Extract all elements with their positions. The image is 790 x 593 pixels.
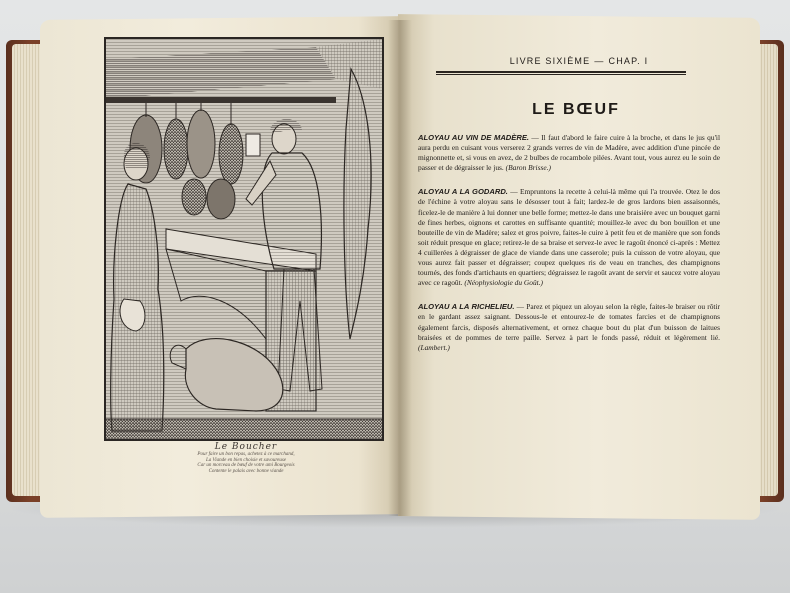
- caption-line: La Viande en bien choisie et savoureuse: [206, 457, 286, 463]
- right-page-text: [418, 56, 720, 353]
- head-rule: [436, 71, 686, 75]
- butcher-engraving: [104, 37, 384, 441]
- running-head-chapter: CHAP. I: [608, 56, 649, 66]
- caption-verse: [112, 452, 380, 474]
- recipe-body: — Il faut d'abord le faire cuire à la broche, et dans le jus qu'il aura perdu en cuisant vous verserez 2 grands verres de vin de Madère, avec addition d'une pincée de mignonnette et, si vous en avez, de 2 bulbes de rocambole pilées. Avant tout, vous aurez eu le soin de passer et de dégraisser le jus.: [418, 133, 721, 173]
- recipe-body: — Parez et piquez un aloyau selon la règle, faites-le braiser ou rôtir en le gardant assez saignant. Dessous-le et entourez-le de tomates farcies et de champignons également farcis, disposés alternativement, et ornez chaque bout du plat d'un buisson de laitues braisées et de pommes de terre paille. Servez à part le fonds passé, réduit et légèrement lié.: [418, 302, 720, 342]
- caption-line: Contente le palais avec bonne viande: [208, 468, 284, 474]
- caption-line: Car un morceau de bœuf de votre ami Bourgeois: [197, 463, 295, 468]
- recipe-paragraph: [418, 187, 720, 288]
- recipe-name: ALOYAU A LA GODARD.: [418, 187, 508, 197]
- recipe-paragraph: [418, 302, 720, 352]
- chapter-title: LE BŒUF: [532, 101, 620, 118]
- recipe-source: (Néophysiologie du Goût.): [464, 278, 544, 288]
- recipe-body: — Empruntons la recette à celui-là même qui l'a trouvée. Otez le dos de l'échine à votre aloyau sans le désosser tout à fait; lardez-le de gros lardons bien assaisonnés, ficelez-le de manière à lui donner une belle forme; mettez-le dans une braisière avec un bouquet garni de fines herbes, oignons et carottes en suffisante quantité; mouillez-le avec du bon bouillon et une bouteille de vin de Madère; salez et gros poivre, faites-le cuire à petit feu et de manière que son fonds soit réduit presque en glace; retirez-le de sa braise et servez-le avec le ragoût énoncé ci-après : Mettez 4 cuillerées à dégraisser de glace de viande dans une casserole; puis la cuisson de votre aloyau, que vous aurez fait passer et dégraisser; coupez quelques ris de veau en tranches, des champignons tournés, des fonds d'artichauts en quartiers; dégraissez le ragoût avant de servir et saucez votre aloyau avec ce ragoût.: [418, 187, 720, 288]
- engraving-caption: [112, 442, 380, 480]
- book-gutter: [388, 20, 412, 516]
- running-head-separator: —: [594, 56, 605, 66]
- caption-title: Le Boucher: [214, 442, 278, 452]
- recipe-paragraph: [418, 133, 720, 173]
- recipe-source: (Baron Brisse.): [505, 163, 551, 173]
- recipe-name: ALOYAU A LA RICHELIEU.: [418, 302, 515, 312]
- caption-line: Pour faire un bon repas, achetez à ce marchand,: [197, 452, 295, 457]
- recipe-source: (Lambert.): [418, 342, 450, 352]
- running-head: [418, 56, 720, 66]
- recipe-name: ALOYAU AU VIN DE MADÈRE.: [418, 133, 530, 142]
- running-head-book: LIVRE SIXIÈME: [509, 56, 591, 66]
